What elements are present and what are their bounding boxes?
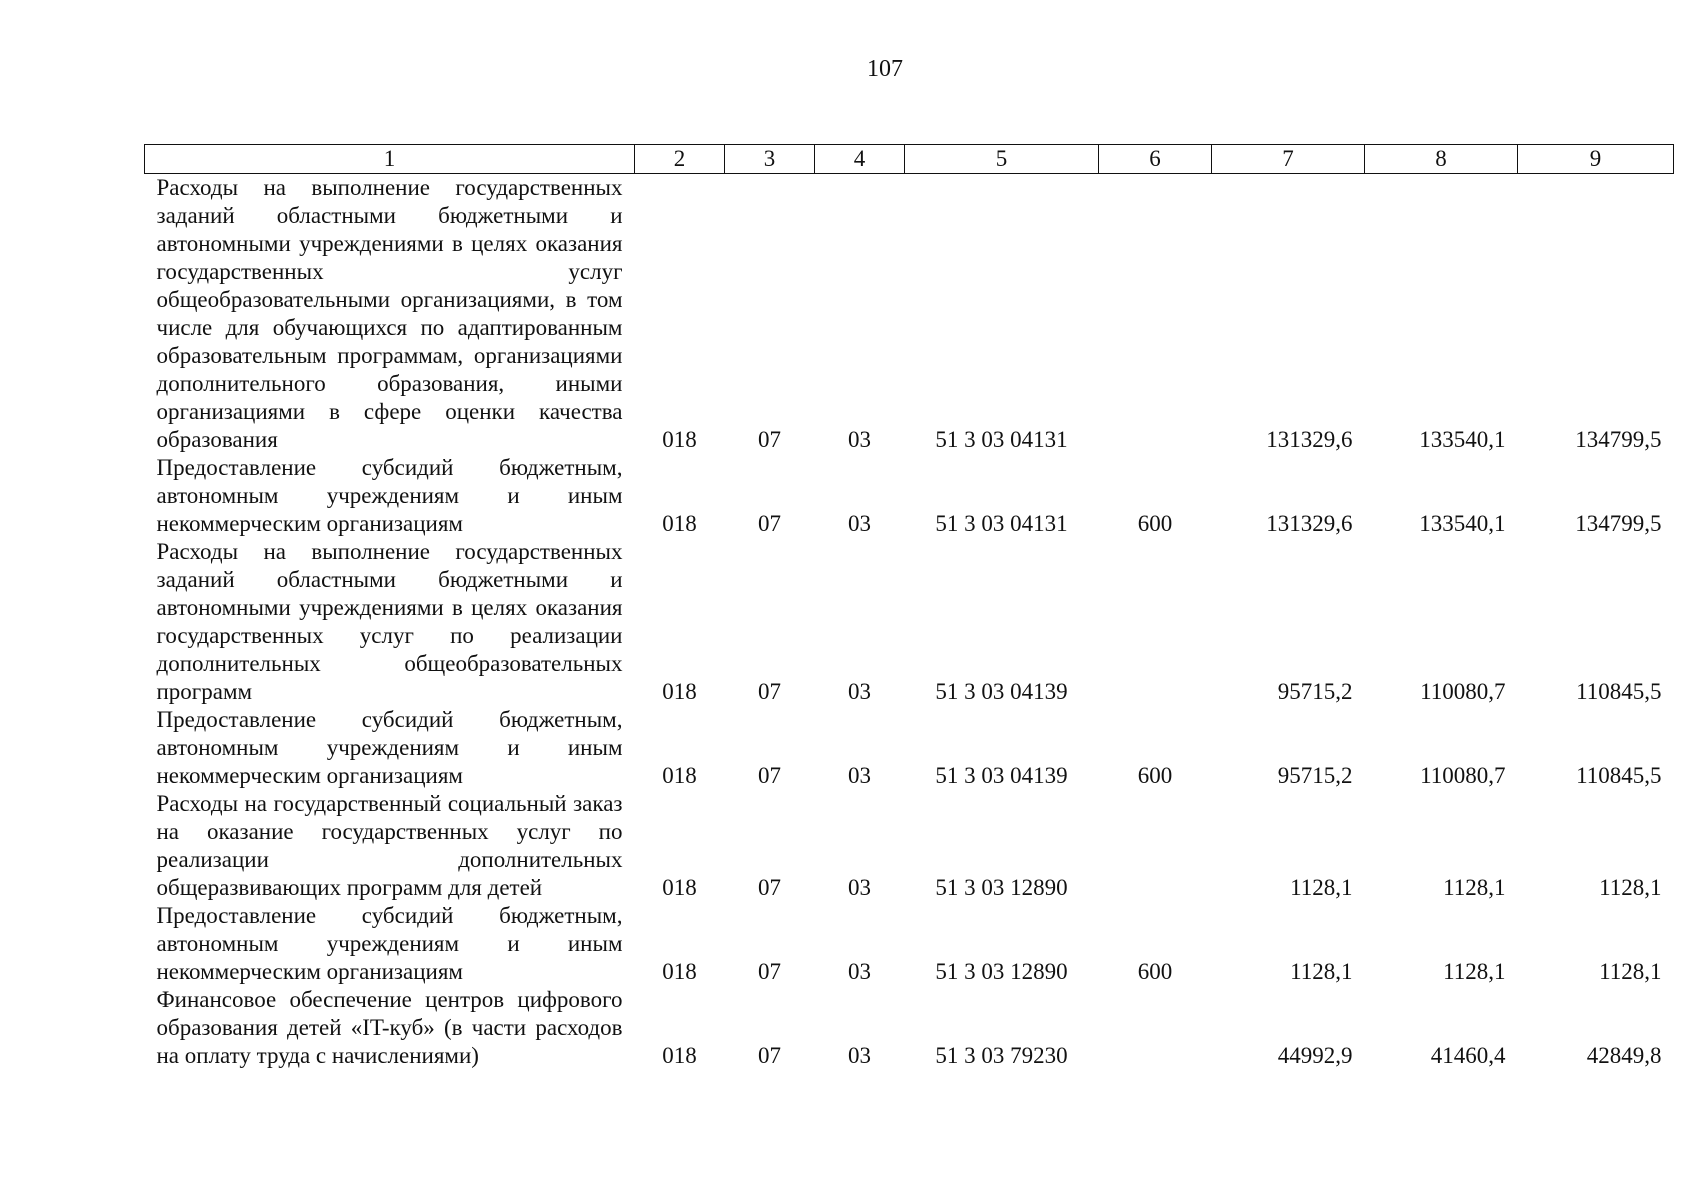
amount-year-2: 1128,1 [1443,875,1506,900]
amount-year-1: 1128,1 [1290,875,1353,900]
amount-year-3: 134799,5 [1575,511,1662,536]
column-header: 4 [815,145,905,174]
amount-year-1: 1128,1 [1290,959,1353,984]
amount-year-3: 1128,1 [1599,875,1662,900]
column-header: 7 [1212,145,1365,174]
expense-type-code [1099,538,1212,706]
column-header: 6 [1099,145,1212,174]
table-row [145,986,1674,1070]
table-header-row [145,145,1674,174]
section-code: 07 [758,763,781,788]
expense-type-code [1099,986,1212,1070]
ministry-code: 018 [662,875,697,900]
expense-type-code [1099,174,1212,455]
subsection-code: 03 [848,1043,871,1068]
ministry-code: 018 [662,427,697,452]
subsection-code: 03 [848,679,871,704]
expense-type-code: 600 [1137,959,1173,984]
column-header: 9 [1518,145,1674,174]
page-number: 107 [867,56,903,82]
section-code: 07 [758,427,781,452]
subsection-code: 03 [848,763,871,788]
row-description: Расходы на выполнение государственных заданий областными бюджетными и автономными учреждениями в целях оказания государственных услуг общеобразовательными организациями, в том числе для обучающихся по адаптированным образовательным программам, организациями дополнительного образования, иными организациями в сфере оценки качества образования [156,175,623,452]
ministry-code: 018 [662,679,697,704]
ministry-code: 018 [662,1043,697,1068]
column-header: 2 [635,145,725,174]
column-header: 3 [725,145,815,174]
row-description: Предоставление субсидий бюджетным, автономным учреждениям и иным некоммерческим организациям [156,455,623,536]
row-description: Расходы на выполнение государственных заданий областными бюджетными и автономными учреждениями в целях оказания государственных услуг по реализации дополнительных общеобразовательных программ [156,539,623,704]
section-code: 07 [758,959,781,984]
section-code: 07 [758,511,781,536]
amount-year-3: 42849,8 [1586,1043,1662,1068]
amount-year-3: 110845,5 [1576,763,1662,788]
row-description: Предоставление субсидий бюджетным, автономным учреждениям и иным некоммерческим организациям [156,903,623,984]
amount-year-1: 131329,6 [1266,427,1353,452]
table-row [145,790,1674,902]
amount-year-3: 1128,1 [1599,959,1662,984]
table-row [145,538,1674,706]
amount-year-3: 134799,5 [1575,427,1662,452]
target-article-code: 51 3 03 04131 [935,427,1068,452]
column-header: 8 [1365,145,1518,174]
amount-year-2: 133540,1 [1419,511,1506,536]
table-row [145,706,1674,790]
section-code: 07 [758,679,781,704]
table-row [145,174,1674,455]
section-code: 07 [758,875,781,900]
target-article-code: 51 3 03 12890 [935,959,1068,984]
section-code: 07 [758,1043,781,1068]
amount-year-2: 1128,1 [1443,959,1506,984]
ministry-code: 018 [662,763,697,788]
subsection-code: 03 [848,427,871,452]
amount-year-2: 110080,7 [1420,679,1506,704]
target-article-code: 51 3 03 12890 [935,875,1068,900]
target-article-code: 51 3 03 04139 [935,679,1068,704]
expense-type-code: 600 [1137,511,1173,536]
amount-year-3: 110845,5 [1576,679,1662,704]
amount-year-1: 95715,2 [1277,763,1353,788]
column-header: 5 [905,145,1099,174]
expense-type-code [1099,790,1212,902]
subsection-code: 03 [848,511,871,536]
amount-year-1: 131329,6 [1266,511,1353,536]
budget-table [144,144,1674,1070]
row-description: Предоставление субсидий бюджетным, автономным учреждениям и иным некоммерческим организациям [156,707,623,788]
table-row [145,902,1674,986]
column-header: 1 [145,145,635,174]
table-row [145,454,1674,538]
amount-year-2: 133540,1 [1419,427,1506,452]
expense-type-code: 600 [1137,763,1173,788]
target-article-code: 51 3 03 04131 [935,511,1068,536]
amount-year-1: 44992,9 [1277,1043,1353,1068]
subsection-code: 03 [848,959,871,984]
amount-year-2: 110080,7 [1420,763,1506,788]
ministry-code: 018 [662,959,697,984]
ministry-code: 018 [662,511,697,536]
row-description: Расходы на государственный социальный заказ на оказание государственных услуг по реализации дополнительных общеразвивающих программ для детей [156,791,623,900]
subsection-code: 03 [848,875,871,900]
target-article-code: 51 3 03 79230 [935,1043,1068,1068]
amount-year-2: 41460,4 [1430,1043,1506,1068]
row-description: Финансовое обеспечение центров цифрового образования детей «IT-куб» (в части расходов на оплату труда с начислениями) [156,987,623,1068]
target-article-code: 51 3 03 04139 [935,763,1068,788]
amount-year-1: 95715,2 [1277,679,1353,704]
